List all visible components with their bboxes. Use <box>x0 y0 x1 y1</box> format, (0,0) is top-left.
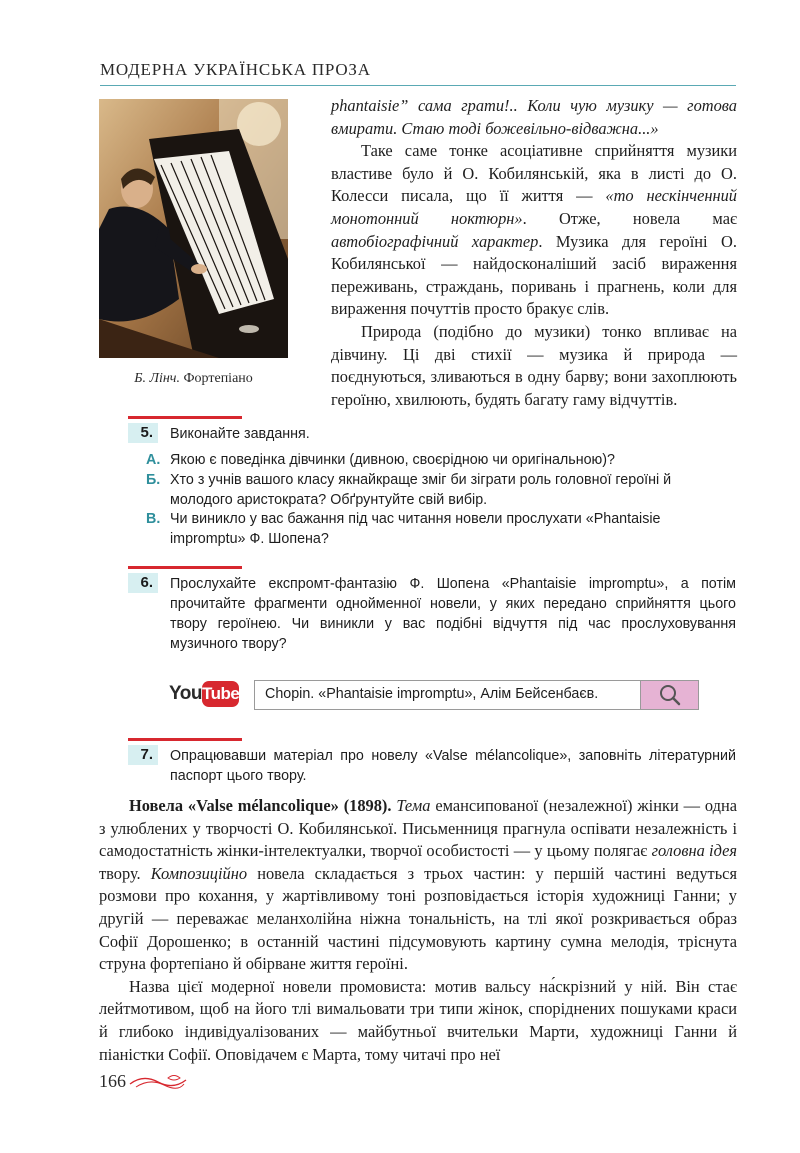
search-query: Chopin. «Phantaisie impromptu», Алім Бейсенбаєв. <box>265 686 599 702</box>
m1-part-b: емансипованої (незалежної) жінки — одна з улюблених у творчості О. Кобилянської. Письменниця прагнула оспівати незалежність і самодостатність жінки-інтелектуалки, творчої особистості — у цьому полягає <box>99 796 737 861</box>
subtask-marker: А. <box>146 452 161 468</box>
task-number: 5. <box>128 423 158 443</box>
m1-part-c: твору. <box>99 863 151 883</box>
p2-term: автобіографічний характер <box>331 231 539 251</box>
m1-part-d: новела складається з трьох частин: у першій частині ведуться розмови про кохання, у жартівливому тоні розповідається історія художниці Ганни; у другій — переважає меланхолійна ніжна тональність, на тлі якої розкривається образ Софії Дорошенко; в останній частині підсумовують картину сумна мелодія, тріснута струна фортепіано й обірване життя героїні. <box>99 863 737 974</box>
paragraph-nature: Природа (подібно до музики) тонко впливає на дівчину. Ці дві стихії — музика й природа — поєднуються, зливаються в одну барву; вони захоплюють героїню, хвилюють, будять багату гаму відчуттів. <box>331 321 737 409</box>
main-text <box>99 795 737 1066</box>
task-bar <box>128 738 242 741</box>
subtask-text: Хто з учнів вашого класу якнайкраще зміг би зіграти роль головної героїні й молодого аристократа? Обґрунтуйте свій вибір. <box>170 472 672 508</box>
p2-part-a: Таке саме тонке асоціативне сприйняття музики властиве було й О. Кобилянській, яка в листі до О. Колесси писала, що її життя — <box>331 141 737 206</box>
task-bar <box>128 416 242 419</box>
p2-quote: «то нескінченний монотонний ноктюрн» <box>331 186 738 228</box>
page-ornament <box>128 1072 188 1092</box>
header-title: МОДЕРНА УКРАЇНСЬКА ПРОЗА <box>100 60 371 79</box>
task-text: Прослухайте експромт-фантазію Ф. Шопена «Phantaisie impromptu», а потім прочитайте фрагменти однойменної новели, у яких передано сприйняття цього твору героїнею. Чи виникли у вас подібні відчуття під час прослуховування музичного твору? <box>170 576 736 652</box>
task-number: 6. <box>128 573 158 593</box>
search-button[interactable] <box>640 681 698 709</box>
term-idea: головна ідея <box>651 841 737 861</box>
youtube-search-box[interactable] <box>254 680 699 710</box>
pianist-illustration <box>99 99 288 358</box>
task-text: Опрацювавши матеріал про новелу «Valse mélancolique», заповніть літературний паспорт цього твору. <box>170 748 736 784</box>
task-text: Виконайте завдання. <box>170 426 310 442</box>
caption-title: Фортепіано <box>183 371 253 386</box>
paragraph-valse <box>99 795 737 976</box>
valse-heading: Новела «Valse mélancolique» (1898). <box>129 796 392 815</box>
page-number: 166 <box>99 1071 126 1091</box>
paragraph-quote-end: phantaisie” сама грати!.. Коли чую музику — готова вмирати. Стаю тоді божевільно-відважна...» <box>331 96 737 138</box>
subtask-marker: В. <box>146 511 161 527</box>
magnifier-icon <box>641 681 699 709</box>
subtask-a <box>146 450 736 470</box>
task-number: 7. <box>128 745 158 765</box>
painting-caption <box>99 371 288 387</box>
subtask-b <box>146 470 736 510</box>
running-header <box>100 60 736 86</box>
youtube-logo-you: You <box>169 683 202 704</box>
subtask-text: Чи виникло у вас бажання під час читання новели прослухати «Phantaisie impromptu» Ф. Шопена? <box>170 511 661 547</box>
youtube-logo <box>169 680 239 708</box>
subtask-marker: Б. <box>146 472 161 488</box>
term-composition: Композиційно <box>150 863 248 883</box>
subtask-c <box>146 509 736 549</box>
piano-painting <box>99 99 288 358</box>
right-column-text <box>331 95 737 411</box>
task-bar <box>128 566 242 569</box>
paragraph-title-meaning: Назва цієї модерної новели промовиста: мотив вальсу на́скрізний у ній. Він стає лейтмотивом, щоб на його тлі вимальовати три типи жінок, споріднених пошуками краси й глибоко індивідуалізованих — майбутньої вчительки Марти, художниці Ганни й піаністки Софії. Оповідачем є Марта, тому читачі про неї <box>99 976 737 1064</box>
subtask-text: Якою є поведінка дівчинки (дивною, своєрідною чи оригінальною)? <box>170 452 615 468</box>
p2-part-e: . Музика для героїні О. Кобилянської — найдосконаліший засіб вираження переживань, страждань, поривань і прагнень, коли для вираження почуттів просто бракує слів. <box>331 231 737 319</box>
youtube-logo-tube: Tube <box>202 681 239 707</box>
caption-author: Б. Лінч. <box>134 371 180 386</box>
p2-part-c: . Отже, новела має <box>522 208 737 228</box>
paragraph-associative <box>331 140 737 321</box>
term-tema: Тема <box>396 796 431 815</box>
